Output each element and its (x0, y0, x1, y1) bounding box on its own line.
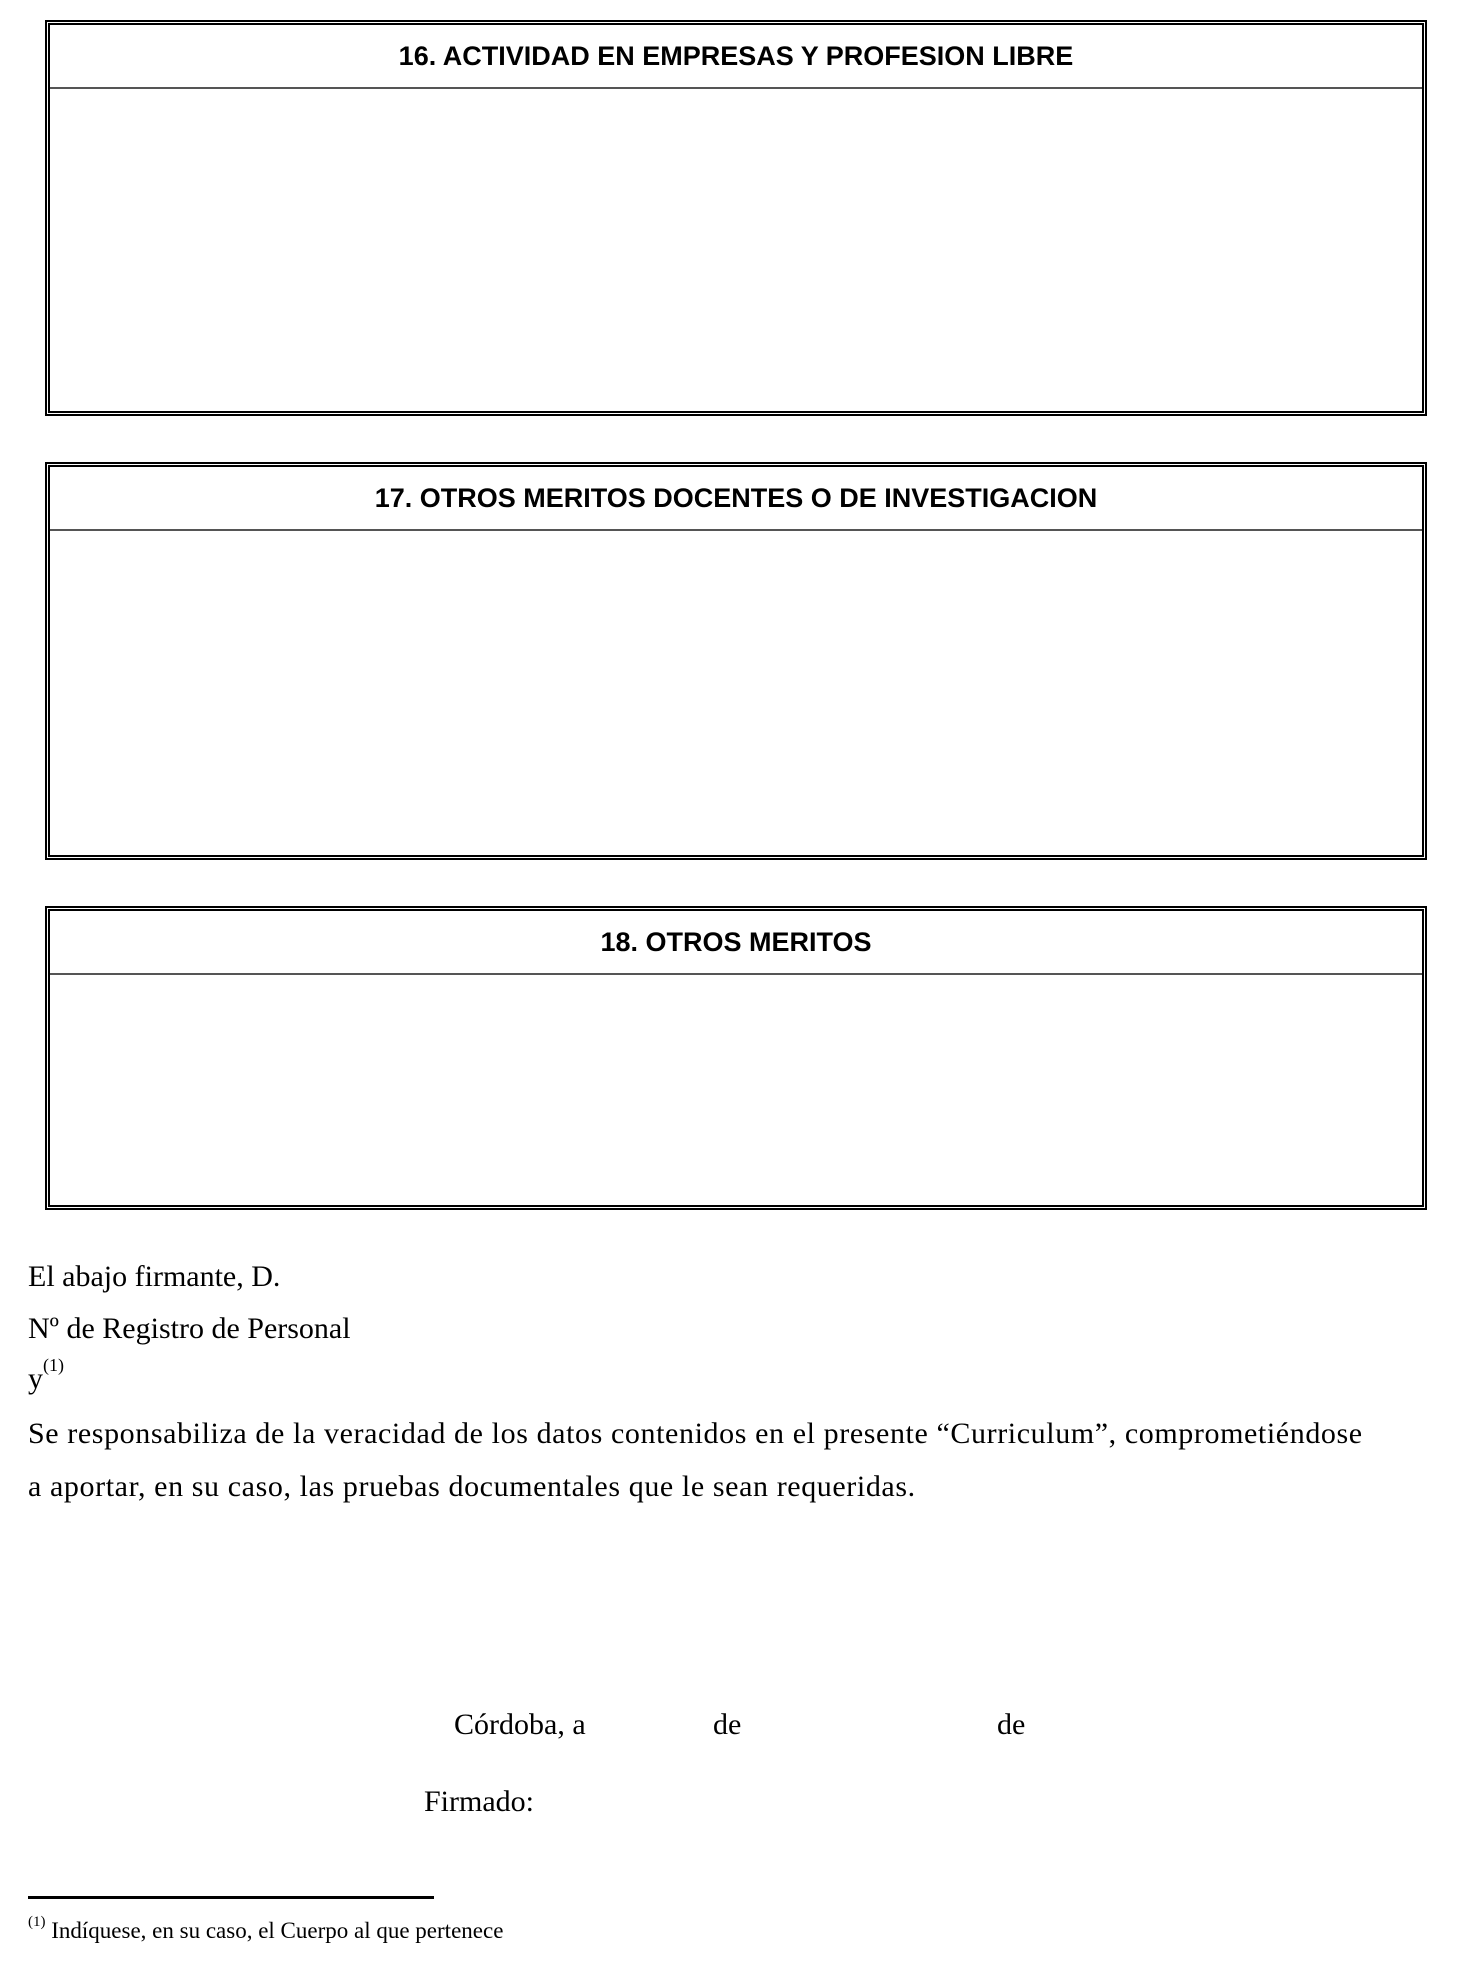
section-16-title: 16. ACTIVIDAD EN EMPRESAS Y PROFESION LIBRE (50, 25, 1422, 89)
footnote-text: Indíquese, en su caso, el Cuerpo al que pertenece (45, 1918, 504, 1943)
declaration-y-line (28, 1355, 64, 1395)
footnote (28, 1914, 504, 1944)
section-18-title: 18. OTROS MERITOS (50, 911, 1422, 975)
declaration-registry-line: Nº de Registro de Personal (28, 1312, 351, 1345)
declaration-text-line1: Se responsabiliza de la veracidad de los datos contenidos en el presente “Curriculum”, comprometiéndose (28, 1417, 1363, 1450)
section-16-box (45, 20, 1427, 416)
footnote-ref: (1) (43, 1355, 64, 1375)
signature-de-2: de (997, 1708, 1026, 1741)
section-17-box (45, 462, 1427, 860)
signature-signed-label: Firmado: (424, 1785, 534, 1818)
section-18-box (45, 906, 1427, 1210)
declaration-name-line: El abajo firmante, D. (28, 1260, 281, 1293)
footnote-divider (28, 1896, 434, 1899)
footnote-number: (1) (28, 1914, 46, 1930)
declaration-y: y (28, 1362, 43, 1395)
signature-place: Córdoba, a (454, 1708, 586, 1741)
declaration-text-line2: a aportar, en su caso, las pruebas documentales que le sean requeridas. (28, 1470, 916, 1503)
section-17-title: 17. OTROS MERITOS DOCENTES O DE INVESTIGACION (50, 467, 1422, 531)
signature-de-1: de (713, 1708, 742, 1741)
